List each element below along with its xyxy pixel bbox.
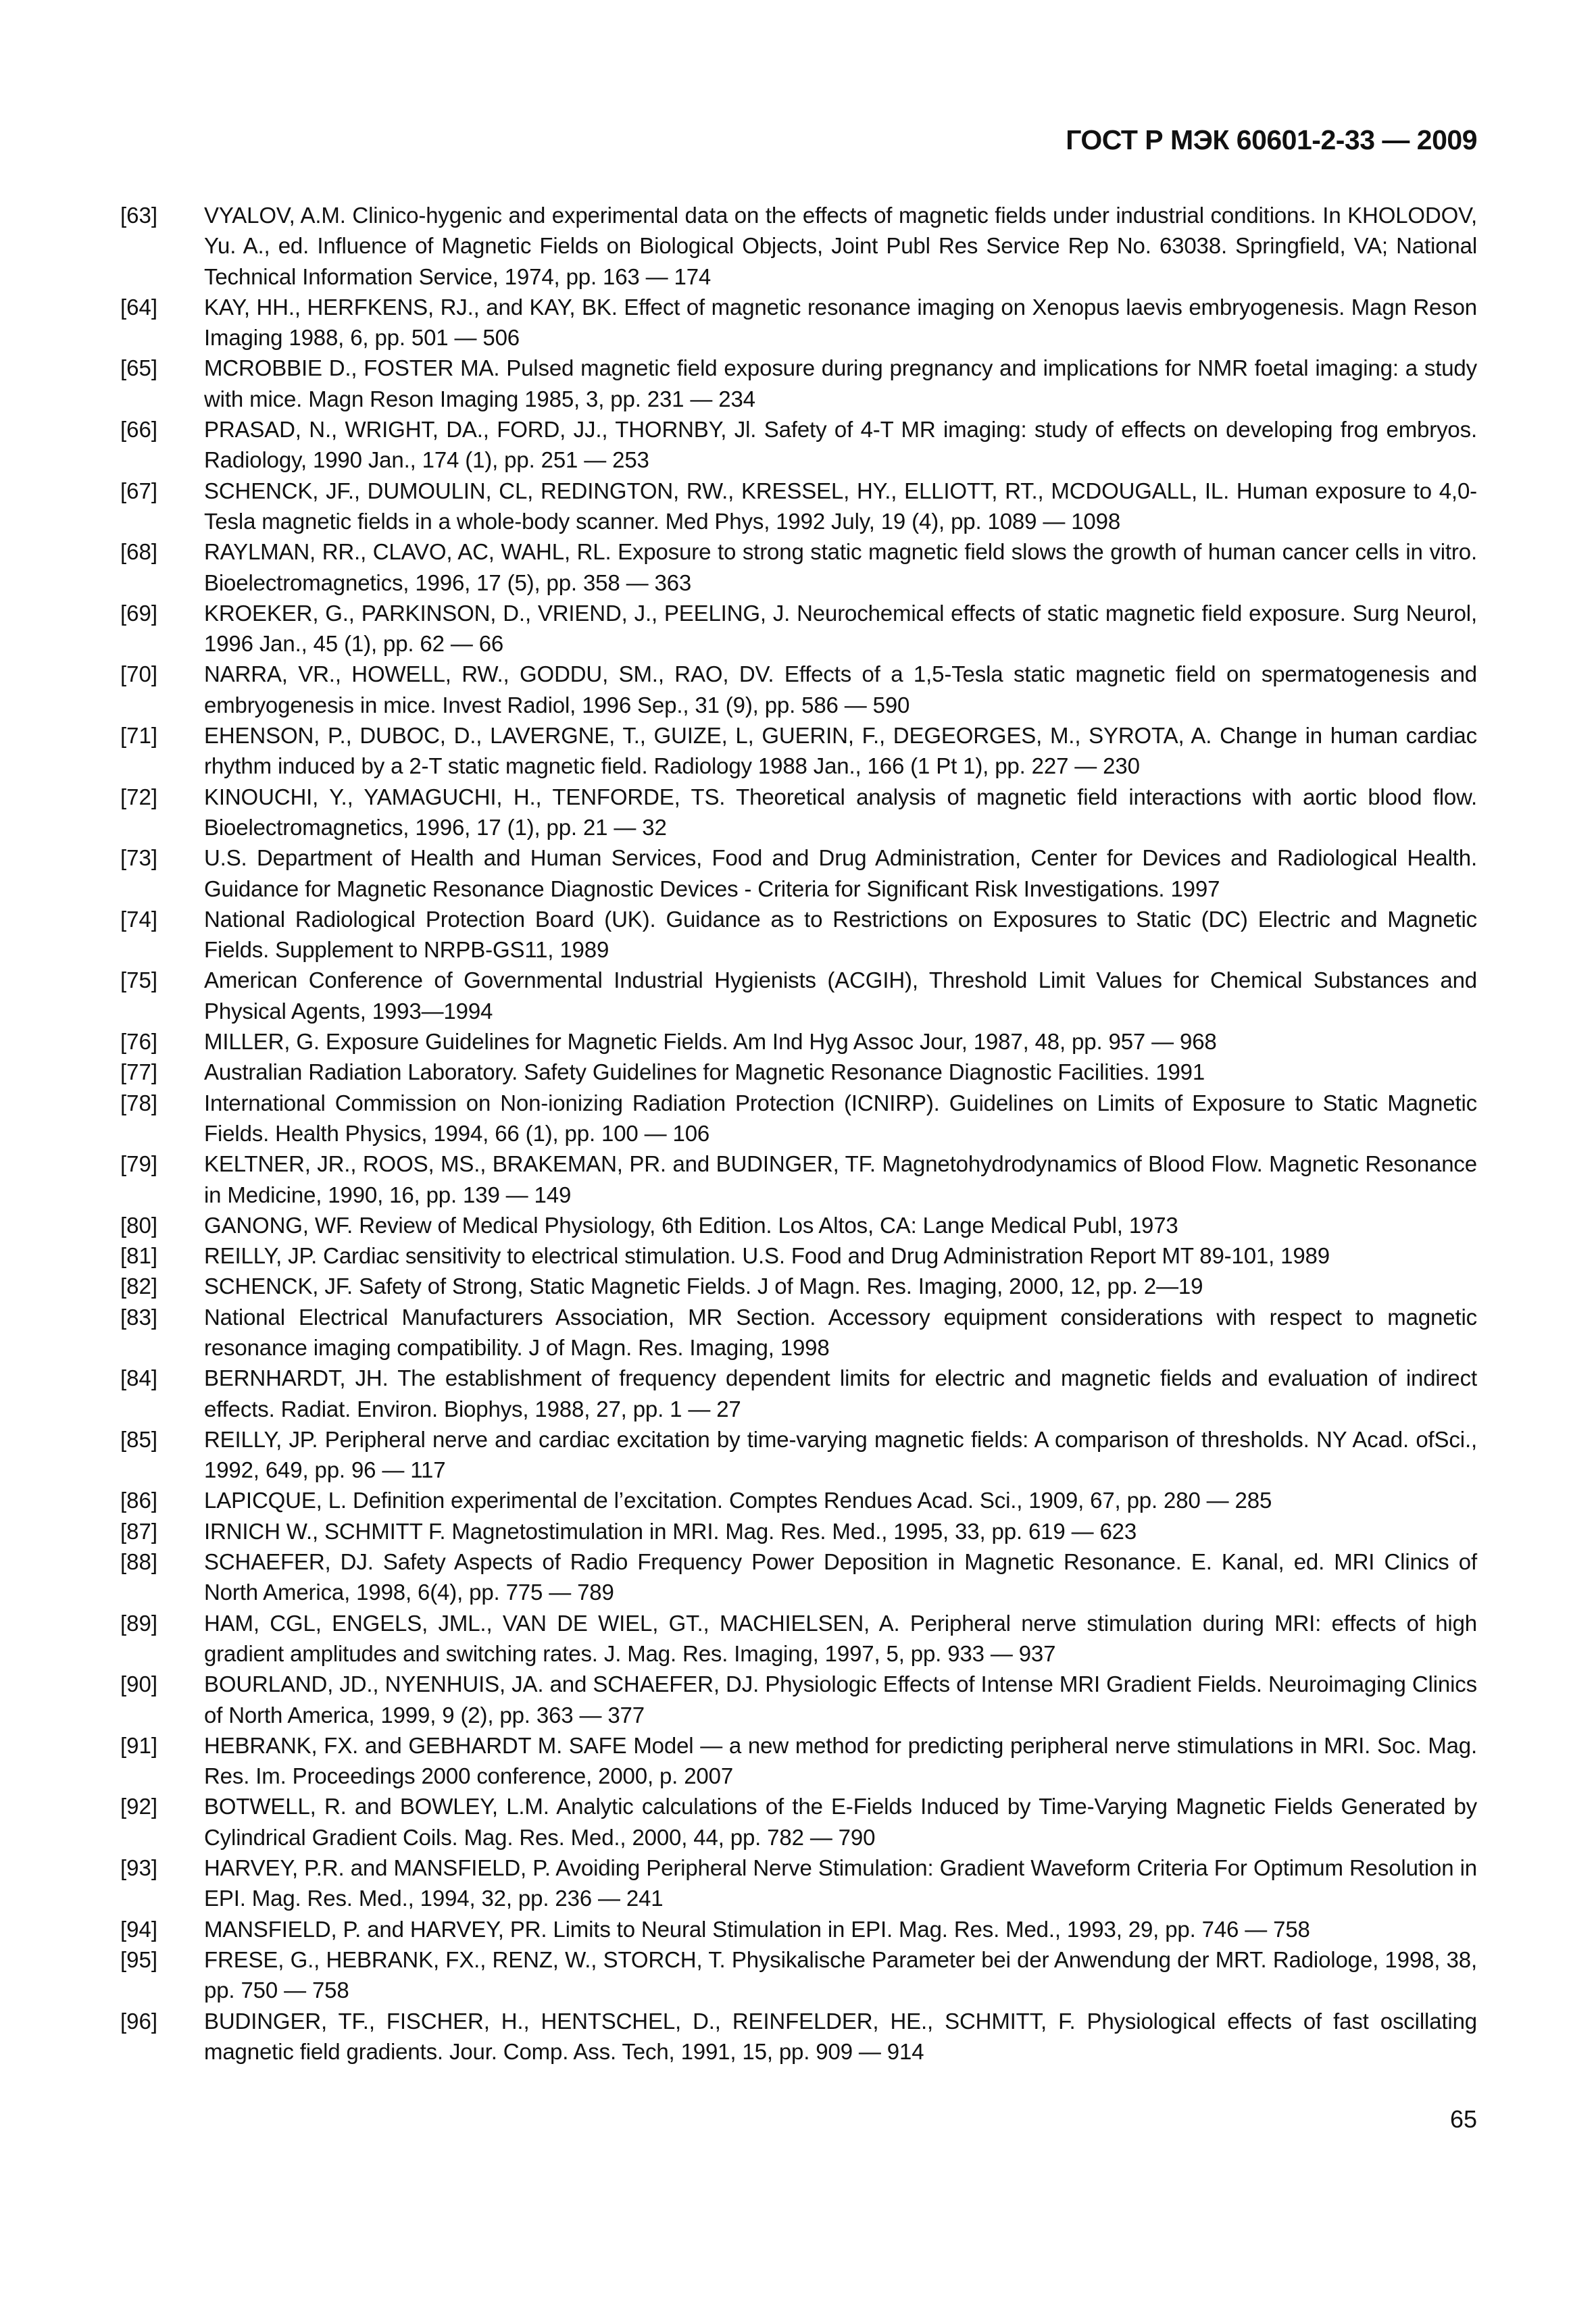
reference-item (120, 1516, 1477, 1546)
reference-number: [70] (120, 661, 158, 687)
reference-item (120, 1424, 1477, 1486)
reference-text: RAYLMAN, RR., CLAVO, AC, WAHL, RL. Exposure to strong static magnetic field slows the growth of human cancer cells in vitro. Bioelectromagnetics, 1996, 17 (5), pp. 358 — 363 (204, 539, 1477, 595)
reference-list (120, 200, 1477, 2067)
reference-number: [89] (120, 1610, 158, 1636)
reference-number: [66] (120, 417, 158, 443)
reference-item (120, 1026, 1477, 1057)
reference-item (120, 1608, 1477, 1669)
reference-text: KAY, HH., HERFKENS, RJ., and KAY, BK. Effect of magnetic resonance imaging on Xenopus laevis embryogenesis. Magn Reson Imaging 1988, 6, pp. 501 — 506 (204, 294, 1477, 351)
reference-number: [73] (120, 845, 158, 871)
reference-item (120, 1669, 1477, 1730)
reference-text: SCHAEFER, DJ. Safety Aspects of Radio Frequency Power Deposition in Magnetic Resonance. E. Kanal, ed. MRI Clinics of North America, 1998, 6(4), pp. 775 — 789 (204, 1549, 1477, 1605)
reference-text: LAPICQUE, L. Definition experimental de l’excitation. Comptes Rendues Acad. Sci., 1909, 67, pp. 280 — 285 (204, 1488, 1272, 1513)
reference-number: [68] (120, 539, 158, 565)
reference-number: [87] (120, 1518, 158, 1544)
reference-text: Australian Radiation Laboratory. Safety Guidelines for Magnetic Resonance Diagnostic Facilities. 1991 (204, 1059, 1205, 1085)
reference-item (120, 1210, 1477, 1240)
reference-number: [84] (120, 1365, 158, 1391)
reference-text: National Electrical Manufacturers Association, MR Section. Accessory equipment considerations with respect to magnetic resonance imaging compatibility. J of Magn. Res. Imaging, 1998 (204, 1304, 1477, 1360)
reference-text: MANSFIELD, P. and HARVEY, PR. Limits to Neural Stimulation in EPI. Mag. Res. Med., 1993, 29, pp. 746 — 758 (204, 1916, 1310, 1942)
reference-item (120, 292, 1477, 353)
reference-text: BERNHARDT, JH. The establishment of frequency dependent limits for electric and magnetic fields and evaluation of indirect effects. Radiat. Environ. Biophys, 1988, 27, pp. 1 — 27 (204, 1365, 1477, 1422)
reference-text: REILLY, JP. Peripheral nerve and cardiac excitation by time-varying magnetic fields: A comparison of thresholds. NY Acad. ofSci., 1992, 649, pp. 96 — 117 (204, 1426, 1477, 1483)
reference-number: [91] (120, 1732, 158, 1758)
reference-text: MILLER, G. Exposure Guidelines for Magnetic Fields. Am Ind Hyg Assoc Jour, 1987, 48, pp. 957 — 968 (204, 1029, 1217, 1055)
reference-item (120, 1088, 1477, 1149)
reference-number: [69] (120, 600, 158, 626)
reference-number: [71] (120, 723, 158, 749)
reference-number: [72] (120, 784, 158, 809)
reference-number: [94] (120, 1916, 158, 1942)
reference-item (120, 1240, 1477, 1271)
reference-number: [79] (120, 1151, 158, 1177)
reference-number: [67] (120, 478, 158, 503)
reference-number: [93] (120, 1855, 158, 1881)
reference-text: KINOUCHI, Y., YAMAGUCHI, H., TENFORDE, TS. Theoretical analysis of magnetic field interactions with aortic blood flow. Bioelectromagnetics, 1996, 17 (1), pp. 21 — 32 (204, 784, 1477, 840)
reference-number: [90] (120, 1671, 158, 1697)
reference-text: PRASAD, N., WRIGHT, DA., FORD, JJ., THORNBY, Jl. Safety of 4-T MR imaging: study of effects on developing frog embryos. Radiology, 1990 Jan., 174 (1), pp. 251 — 253 (204, 417, 1477, 473)
reference-number: [85] (120, 1426, 158, 1452)
reference-text: REILLY, JP. Cardiac sensitivity to electrical stimulation. U.S. Food and Drug Administration Report MT 89-101, 1989 (204, 1243, 1330, 1269)
reference-item (120, 353, 1477, 414)
reference-text: American Conference of Governmental Industrial Hygienists (ACGIH), Threshold Limit Values for Chemical Substances and Physical Agents, 1993—1994 (204, 967, 1477, 1024)
reference-item (120, 1363, 1477, 1424)
reference-text: KROEKER, G., PARKINSON, D., VRIEND, J., PEELING, J. Neurochemical effects of static magnetic field exposure. Surg Neurol, 1996 Jan., 45 (1), pp. 62 — 66 (204, 600, 1477, 657)
reference-item (120, 842, 1477, 904)
reference-item (120, 904, 1477, 965)
reference-number: [81] (120, 1243, 158, 1269)
reference-item (120, 1914, 1477, 1944)
reference-text: National Radiological Protection Board (UK). Guidance as to Restrictions on Exposures to Static (DC) Electric and Magnetic Fields. Supplement to NRPB-GS11, 1989 (204, 906, 1477, 963)
reference-number: [96] (120, 2008, 158, 2034)
reference-number: [77] (120, 1059, 158, 1085)
reference-number: [82] (120, 1274, 158, 1299)
reference-text: BOURLAND, JD., NYENHUIS, JA. and SCHAEFER, DJ. Physiologic Effects of Intense MRI Gradient Fields. Neuroimaging Clinics of North America, 1999, 9 (2), pp. 363 — 377 (204, 1671, 1477, 1728)
reference-item (120, 659, 1477, 720)
reference-item (120, 1730, 1477, 1792)
reference-number: [92] (120, 1794, 158, 1819)
reference-item (120, 536, 1477, 598)
reference-number: [78] (120, 1090, 158, 1115)
reference-text: BUDINGER, TF., FISCHER, H., HENTSCHEL, D., REINFELDER, HE., SCHMITT, F. Physiological effects of fast oscillating magnetic field gradients. Jour. Comp. Ass. Tech, 1991, 15, pp. 909 — 914 (204, 2008, 1477, 2064)
reference-text: International Commission on Non-ionizing Radiation Protection (ICNIRP). Guidelines on Limits of Exposure to Static Magnetic Fields. Health Physics, 1994, 66 (1), pp. 100 — 106 (204, 1090, 1477, 1146)
reference-item (120, 1302, 1477, 1363)
reference-text: HAM, CGL, ENGELS, JML., VAN DE WIEL, GT., MACHIELSEN, A. Peripheral nerve stimulation during MRI: effects of high gradient amplitudes and switching rates. J. Mag. Res. Imaging, 1997, 5, pp. 933 — 937 (204, 1610, 1477, 1666)
page-number: 65 (1449, 2105, 1477, 2133)
reference-text: KELTNER, JR., ROOS, MS., BRAKEMAN, PR. and BUDINGER, TF. Magnetohydrodynamics of Blood Flow. Magnetic Resonance in Medicine, 1990, 16, pp. 139 — 149 (204, 1151, 1477, 1207)
reference-number: [95] (120, 1946, 158, 1972)
reference-text: NARRA, VR., HOWELL, RW., GODDU, SM., RAO, DV. Effects of a 1,5-Tesla static magnetic field on spermatogenesis and embryogenesis in mice. Invest Radiol, 1996 Sep., 31 (9), pp. 586 — 590 (204, 661, 1477, 718)
reference-text: MCROBBIE D., FOSTER MA. Pulsed magnetic field exposure during pregnancy and implications for NMR foetal imaging: a study with mice. Magn Reson Imaging 1985, 3, pp. 231 — 234 (204, 355, 1477, 411)
reference-text: IRNICH W., SCHMITT F. Magnetostimulation in MRI. Mag. Res. Med., 1995, 33, pp. 619 — 623 (204, 1518, 1137, 1544)
reference-text: FRESE, G., HEBRANK, FX., RENZ, W., STORCH, T. Physikalische Parameter bei der Anwendung der MRT. Radiologe, 1998, 38, pp. 750 — 758 (204, 1946, 1477, 2003)
reference-number: [83] (120, 1304, 158, 1330)
reference-item (120, 1271, 1477, 1301)
reference-number: [63] (120, 203, 158, 228)
reference-text: VYALOV, A.M. Clinico-hygenic and experimental data on the effects of magnetic fields under industrial conditions. In KHOLODOV, Yu. A., ed. Influence of Magnetic Fields on Biological Objects, Joint Publ Res Service Rep No. 63038. Springfield, VA; National Technical Information Service, 1974, pp. 163 — 174 (204, 203, 1477, 289)
reference-item (120, 1057, 1477, 1087)
reference-item (120, 1853, 1477, 1914)
reference-text: U.S. Department of Health and Human Services, Food and Drug Administration, Center for Devices and Radiological Health. Guidance for Magnetic Resonance Diagnostic Devices - Criteria for Significant Risk Investigations. 1997 (204, 845, 1477, 901)
reference-number: [86] (120, 1488, 158, 1513)
reference-number: [76] (120, 1029, 158, 1055)
reference-item (120, 1791, 1477, 1853)
reference-item (120, 1546, 1477, 1608)
document-header-title: ГОСТ Р МЭК 60601-2-33 — 2009 (1066, 124, 1477, 155)
reference-item (120, 1944, 1477, 2006)
reference-number: [74] (120, 906, 158, 932)
reference-number: [80] (120, 1212, 158, 1238)
reference-item (120, 965, 1477, 1026)
reference-item (120, 2006, 1477, 2067)
reference-number: [64] (120, 294, 158, 320)
reference-text: EHENSON, P., DUBOC, D., LAVERGNE, T., GUIZE, L, GUERIN, F., DEGEORGES, M., SYROTA, A. Change in human cardiac rhythm induced by a 2-T static magnetic field. Radiology 1988 Jan., 166 (1 Pt 1), pp. 227 — 230 (204, 723, 1477, 779)
reference-text: HEBRANK, FX. and GEBHARDT M. SAFE Model — a new method for predicting peripheral nerve stimulations in MRI. Soc. Mag. Res. Im. Proceedings 2000 conference, 2000, p. 2007 (204, 1732, 1477, 1789)
reference-text: GANONG, WF. Review of Medical Physiology, 6th Edition. Los Altos, CA: Lange Medical Publ, 1973 (204, 1212, 1178, 1238)
reference-item (120, 414, 1477, 476)
reference-item (120, 782, 1477, 843)
reference-number: [65] (120, 355, 158, 381)
reference-text: SCHENCK, JF. Safety of Strong, Static Magnetic Fields. J of Magn. Res. Imaging, 2000, 12, pp. 2—19 (204, 1274, 1203, 1299)
reference-item (120, 1149, 1477, 1210)
reference-item (120, 720, 1477, 782)
reference-text: HARVEY, P.R. and MANSFIELD, P. Avoiding Peripheral Nerve Stimulation: Gradient Waveform Criteria For Optimum Resolution in EPI. Mag. Res. Med., 1994, 32, pp. 236 — 241 (204, 1855, 1477, 1911)
reference-text: SCHENCK, JF., DUMOULIN, CL, REDINGTON, RW., KRESSEL, HY., ELLIOTT, RT., MCDOUGALL, IL. Human exposure to 4,0-Tesla magnetic fields in a whole-body scanner. Med Phys, 1992 July, 19 (4), pp. 1089 — 1098 (204, 478, 1477, 534)
reference-item (120, 200, 1477, 292)
reference-text: BOTWELL, R. and BOWLEY, L.M. Analytic calculations of the E-Fields Induced by Time-Varying Magnetic Fields Generated by Cylindrical Gradient Coils. Mag. Res. Med., 2000, 44, pp. 782 — 790 (204, 1794, 1477, 1850)
reference-item (120, 476, 1477, 537)
reference-item (120, 1485, 1477, 1515)
reference-number: [75] (120, 967, 158, 993)
reference-item (120, 598, 1477, 659)
reference-number: [88] (120, 1549, 158, 1575)
